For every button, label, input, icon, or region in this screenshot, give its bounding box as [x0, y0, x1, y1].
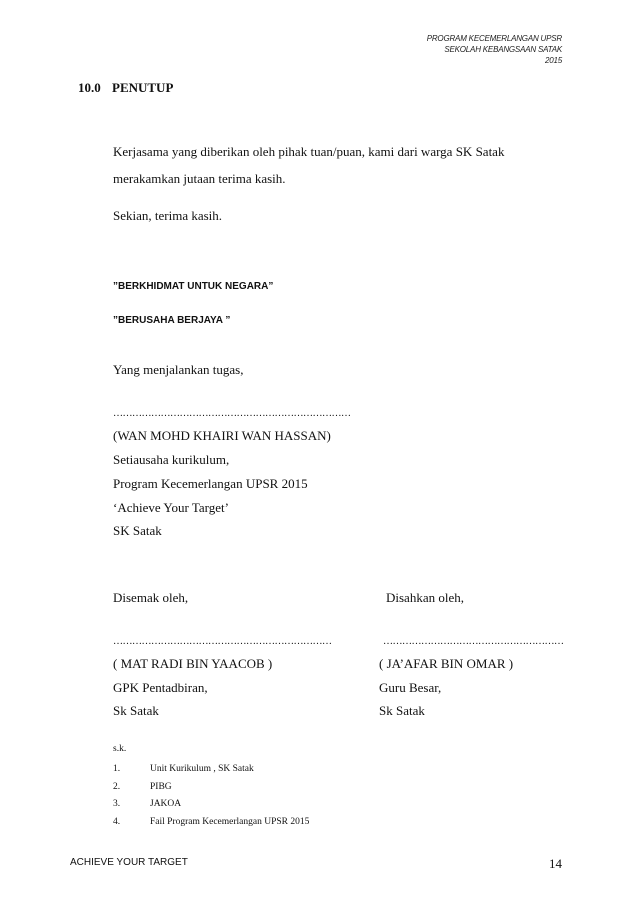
- signatory-name-right: ( JA’AFAR BIN OMAR ): [379, 656, 514, 671]
- header-line-1: PROGRAM KECEMERLANGAN UPSR: [426, 34, 562, 43]
- header-line-2: SEKOLAH KEBANGSAAN SATAK: [444, 45, 562, 54]
- program-name: Program Kecemerlangan UPSR 2015: [113, 476, 308, 491]
- signatory-school-left: Sk Satak: [113, 703, 159, 718]
- signature-line-right: …………………………………………………: [383, 636, 564, 647]
- cc-item-number: 1.: [113, 764, 121, 774]
- checked-by-label: Disemak oleh,: [113, 590, 189, 605]
- signature-line-main: …………………………………………………………………: [113, 408, 351, 419]
- cc-list-item: [113, 782, 172, 792]
- motto-1: ”BERKHIDMAT UNTUK NEGARA”: [113, 281, 274, 292]
- footer-text: ACHIEVE YOUR TARGET: [70, 857, 188, 868]
- paragraph-line-2: merakamkan jutaan terima kasih.: [113, 171, 286, 186]
- cc-item-number: 3.: [113, 799, 121, 809]
- cc-label: s.k.: [113, 744, 127, 754]
- signatory-school-right: Sk Satak: [379, 703, 425, 718]
- motto-2: ”BERUSAHA BERJAYA ”: [113, 315, 231, 326]
- signatory-school-main: SK Satak: [113, 523, 162, 538]
- cc-item-text: JAKOA: [150, 799, 182, 809]
- paragraph-line-1: Kerjasama yang diberikan oleh pihak tuan/puan, kami dari warga SK Satak: [113, 144, 505, 159]
- program-tagline: ‘Achieve Your Target’: [113, 500, 229, 515]
- cc-list-item: [113, 817, 309, 827]
- page-number: 14: [549, 856, 562, 871]
- section-title: PENUTUP: [112, 80, 174, 95]
- signature-intro: Yang menjalankan tugas,: [113, 362, 244, 377]
- cc-list-item: [113, 799, 181, 809]
- section-heading: [78, 80, 173, 96]
- signatory-role-main: Setiausaha kurikulum,: [113, 452, 230, 467]
- header-line-3: 2015: [545, 56, 562, 65]
- cc-item-number: 2.: [113, 782, 121, 792]
- signature-line-left: ……………………………………………………………: [113, 636, 332, 647]
- cc-item-number: 4.: [113, 817, 121, 827]
- signatory-name-main: (WAN MOHD KHAIRI WAN HASSAN): [113, 428, 331, 443]
- cc-item-text: Unit Kurikulum , SK Satak: [150, 764, 254, 774]
- section-number: 10.0: [78, 80, 101, 95]
- signatory-role-left: GPK Pentadbiran,: [113, 680, 208, 695]
- approved-by-label: Disahkan oleh,: [386, 590, 464, 605]
- cc-item-text: Fail Program Kecemerlangan UPSR 2015: [150, 817, 310, 827]
- cc-item-text: PIBG: [150, 782, 172, 792]
- closing-text: Sekian, terima kasih.: [113, 208, 223, 223]
- cc-list-item: [113, 764, 254, 774]
- signatory-name-left: ( MAT RADI BIN YAACOB ): [113, 656, 273, 671]
- signatory-role-right: Guru Besar,: [379, 680, 442, 695]
